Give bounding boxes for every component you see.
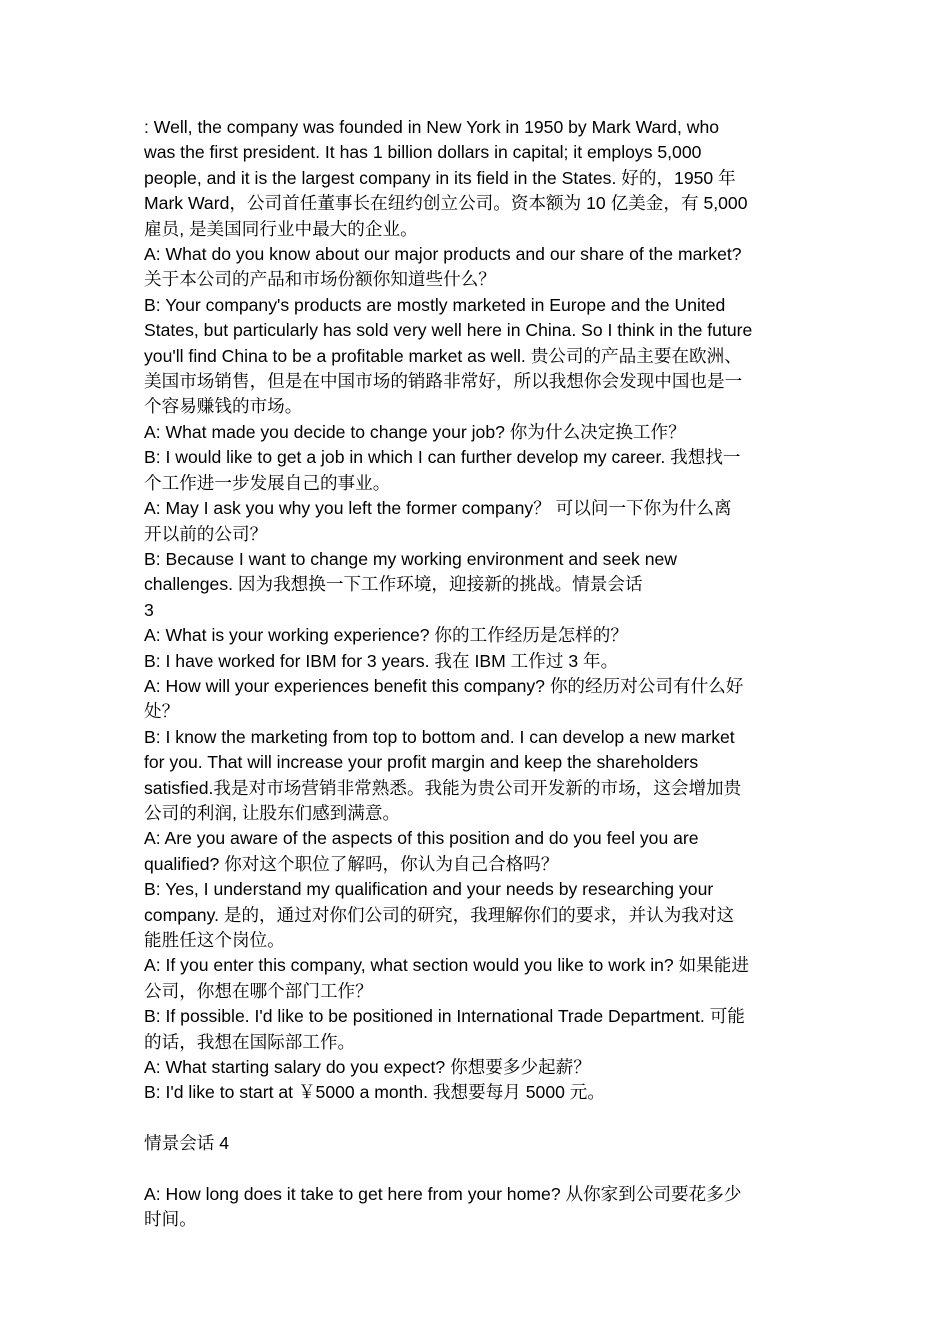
text-line: 雇员, 是美国同行业中最大的企业。 [144,218,418,239]
text-line: A: What starting salary do you expect? 你想要多少起薪？ [144,1057,591,1078]
text-line: A: May I ask you why you left the former company？ 可以问一下你为什么离 [144,498,732,519]
text-line: challenges. 因为我想换一下工作环境，迎接新的挑战。情景会话 [144,574,643,595]
text-line: you'll find China to be a profitable market as well. 贵公司的产品主要在欧洲、 [144,345,742,366]
text-line: B: I have worked for IBM for 3 years. 我在 IBM 工作过 3 年。 [144,650,619,671]
text-line: : Well, the company was founded in New York in 1950 by Mark Ward, who [144,117,720,137]
text-line: 能胜任这个岗位。 [144,930,285,950]
text-line: 处？ [144,701,180,722]
text-line: 美国市场销售，但是在中国市场的销路非常好，所以我想你会发现中国也是一 [144,371,743,392]
text-line: was the first president. It has 1 billion dollars in capital; it employs 5,000 [144,142,702,163]
text-line: 个工作进一步发展自己的事业。 [144,472,391,493]
text-line: 3 [144,599,154,620]
text-line: company. 是的，通过对你们公司的研究，我理解你们的要求，并认为我对这 [144,904,735,925]
text-line: B: I know the marketing from top to bottom and. I can develop a new market [144,726,735,747]
document-final-lines [144,1182,810,1233]
text-line: A: Are you aware of the aspects of this position and do you feel you are [144,828,699,849]
text-line: A: What do you know about our major products and our share of the market? [144,244,742,265]
text-line: A: How will your experiences benefit this company? 你的经历对公司有什么好 [144,675,744,696]
blank-line [144,1106,810,1131]
text-line: A: What made you decide to change your job? 你为什么决定换工作？ [144,421,686,442]
blank-line [144,1157,810,1182]
text-line: States, but particularly has sold very well here in China. So I think in the future [144,320,753,341]
text-line: B: Yes, I understand my qualification and your needs by researching your [144,879,714,900]
text-line: 时间。 [144,1209,197,1230]
text-line: 公司的利润, 让股东们感到满意。 [144,802,401,823]
text-line: Mark Ward，公司首任董事长在纽约创立公司。资本额为 10 亿美金，有 5,000 [144,193,748,214]
text-line: people, and it is the largest company in its field in the States. 好的，1950 年 [144,167,736,188]
text-line: B: Your company's products are mostly marketed in Europe and the United [144,294,726,315]
text-line: 关于本公司的产品和市场份额你知道些什么？ [144,269,496,290]
text-line: A: What is your working experience? 你的工作经历是怎样的？ [144,625,628,646]
document-body [144,115,810,1106]
text-line: 的话，我想在国际部工作。 [144,1031,356,1052]
text-line: satisfied.我是对市场营销非常熟悉。我能为贵公司开发新的市场，这会增加贵 [144,777,742,798]
section-heading: 情景会话 4 [144,1133,230,1154]
text-line: A: How long does it take to get here from your home? 从你家到公司要花多少 [144,1184,742,1205]
text-line: for you. That will increase your profit margin and keep the shareholders [144,752,699,773]
text-line: 公司，你想在哪个部门工作？ [144,980,373,1001]
text-line: B: Because I want to change my working environment and seek new [144,548,677,569]
text-line: B: If possible. I'd like to be positioned in International Trade Department. 可能 [144,1006,745,1027]
document-page [144,115,810,1233]
text-line: A: If you enter this company, what section would you like to work in? 如果能进 [144,955,749,976]
text-line: 个容易赚钱的市场。 [144,396,303,417]
text-line: B: I would like to get a job in which I can further develop my career. 我想找一 [144,447,741,468]
text-line: B: I'd like to start at ￥5000 a month. 我想要每月 5000 元。 [144,1082,605,1103]
text-line: 开以前的公司？ [144,523,268,544]
text-line: qualified? 你对这个职位了解吗，你认为自己合格吗？ [144,853,559,874]
